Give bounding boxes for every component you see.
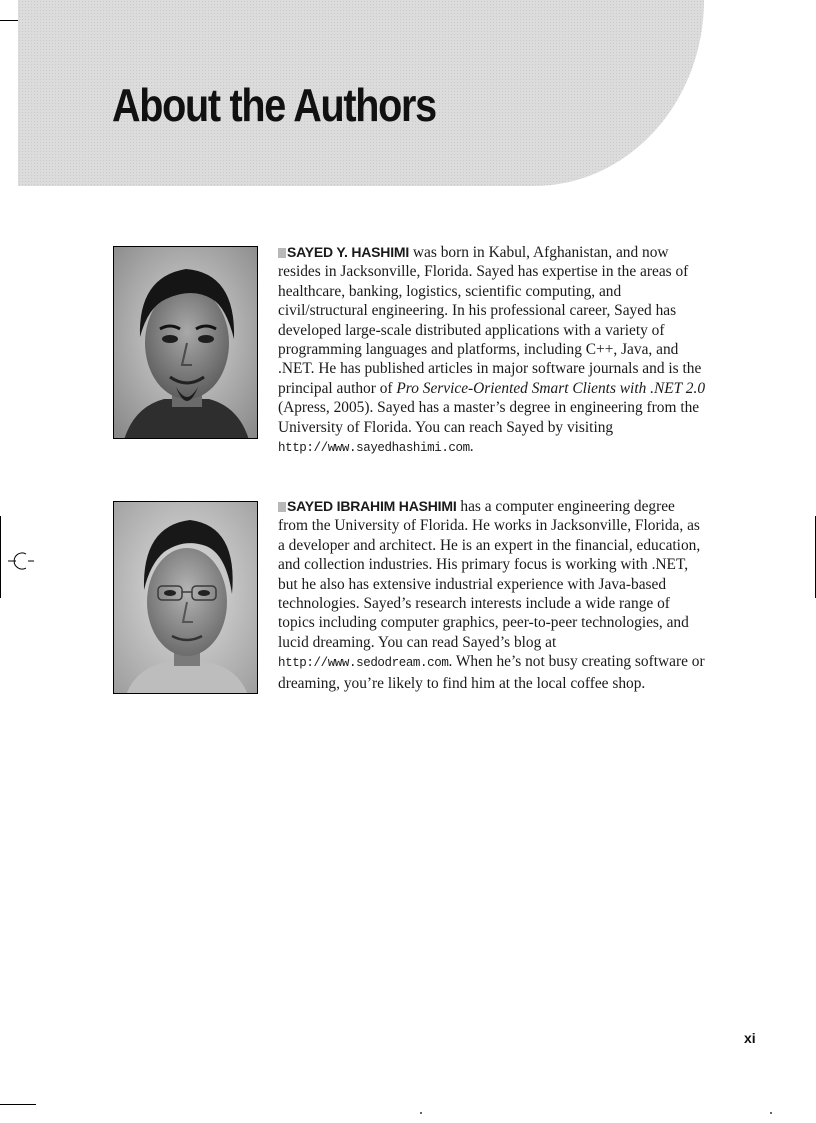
author-name: SAYED IBRAHIM HASHIMI — [287, 498, 457, 514]
trim-dot — [770, 1112, 772, 1114]
page-number: xi — [744, 1030, 756, 1046]
author-photo-sayed-ibrahim-hashimi — [113, 501, 258, 694]
bio-bullet-icon — [278, 248, 286, 258]
author-bio-sayed-ibrahim-hashimi — [278, 497, 708, 693]
bio-text: was born in Kabul, Afghanistan, and now resides in Jacksonville, Florida. Sayed has expertise in the areas of healthcare, banking, logistics, scientific computing, and civil/structural engineering. In his professional career, Sayed has developed large-scale distributed applications with a variety of programming languages and platforms, including C++, Java, and .NET. He has published articles in major software journals and is the principal author of — [278, 244, 702, 397]
bio-text: . — [469, 438, 474, 456]
author-photo-sayed-y-hashimi — [113, 246, 258, 439]
crop-mark-left — [0, 516, 1, 598]
author-name: SAYED Y. HASHIMI — [287, 244, 410, 260]
bio-text: (Apress, 2005). Sayed has a master’s degree in engineering from the University of Florida. You can reach Sayed by visiting — [278, 399, 700, 436]
bio-text: . When he’s not busy creating software or dreaming, you’re likely to find him at the local coffee shop. — [278, 653, 705, 692]
bio-bullet-icon — [278, 502, 286, 512]
bio-text: has a computer engineering degree from the University of Florida. He works in Jacksonville, Florida, as a developer and architect. He is an expert in the financial, education, and collection industries. His primary focus is working with .NET, but he also has extensive industrial experience with Java-based technologies. Sayed’s research interests include a wide range of topics including computer graphics, peer-to-peer technologies, and lucid dreaming. You can read Sayed’s blog at — [278, 498, 701, 651]
crop-mark-bottom-left — [0, 1104, 36, 1105]
book-title: Pro Service-Oriented Smart Clients with .NET 2.0 — [396, 379, 706, 397]
author-bio-sayed-y-hashimi — [278, 243, 708, 458]
author-blog-link[interactable]: http://www.sedodream.com — [278, 656, 449, 671]
trim-dot — [420, 1112, 422, 1114]
registration-mark-icon — [8, 548, 34, 574]
page-title: About the Authors — [112, 79, 436, 131]
author-website-link[interactable]: http://www.sayedhashimi.com — [278, 441, 470, 456]
